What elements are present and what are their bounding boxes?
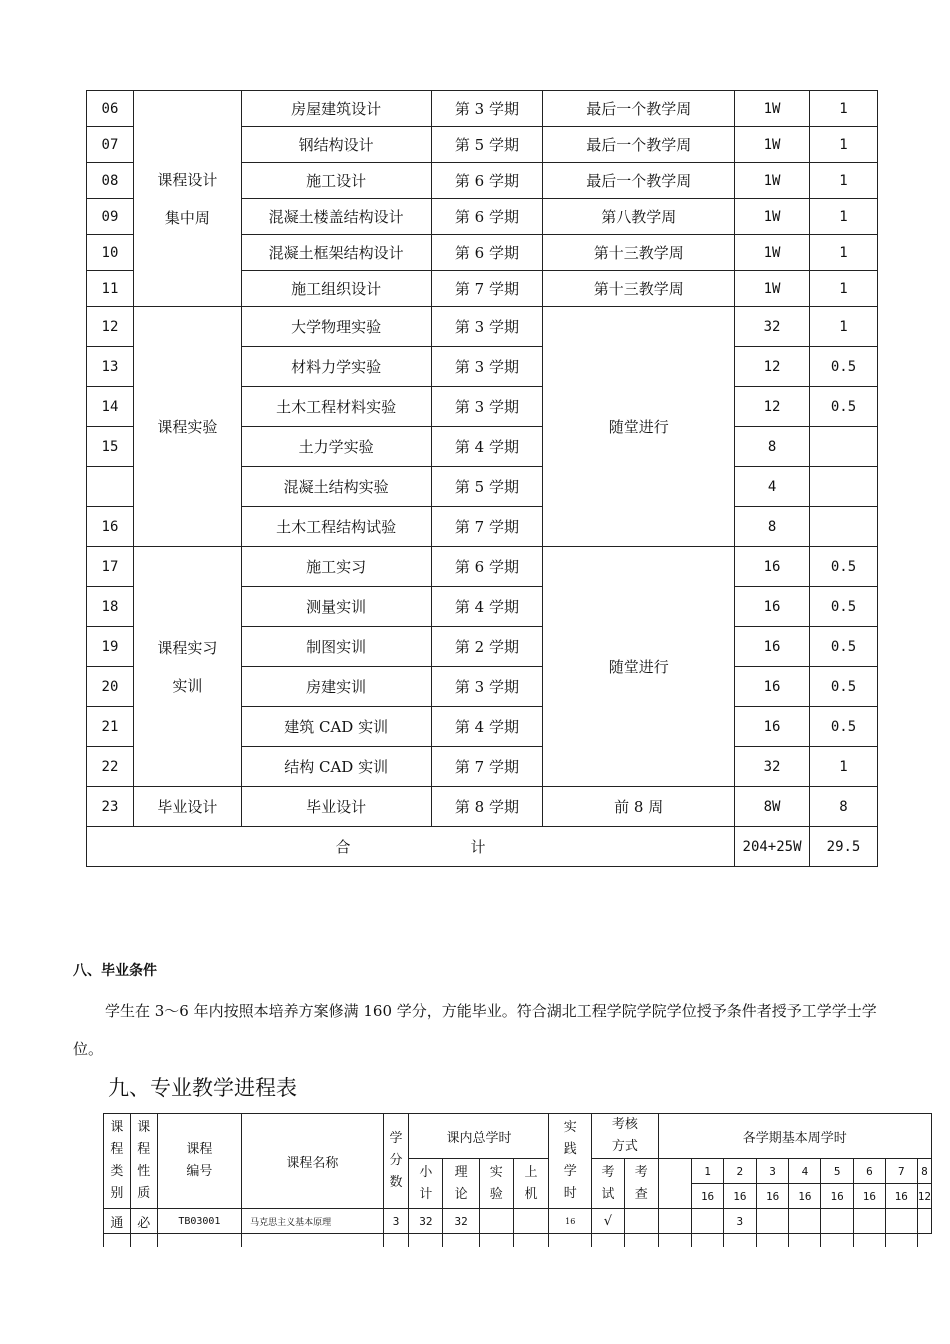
course-name: 施工组织设计 (241, 271, 431, 307)
empty-cell (756, 1234, 789, 1247)
course-name: 钢结构设计 (241, 127, 431, 163)
hours: 16 (735, 627, 810, 667)
empty-cell (592, 1234, 625, 1247)
credit: 1 (810, 307, 878, 347)
header-hours-sub (479, 1159, 513, 1209)
hours: 12 (735, 347, 810, 387)
hours: 16 (735, 587, 810, 627)
table-row (87, 307, 878, 347)
term: 第 3 学期 (431, 347, 543, 387)
header-course-type (104, 1114, 131, 1209)
row-number: 07 (87, 127, 134, 163)
table-row (87, 787, 878, 827)
hours: 16 (735, 707, 810, 747)
header-practice-text: 学 (563, 1164, 577, 1179)
header-credit (383, 1114, 409, 1209)
category-cell (133, 547, 241, 787)
empty-cell (157, 1234, 241, 1247)
credit (810, 507, 878, 547)
category-label: 集中周 (164, 208, 210, 227)
credit: 1 (810, 747, 878, 787)
hours: 32 (735, 747, 810, 787)
course-name: 建筑 CAD 实训 (241, 707, 431, 747)
header-practice (549, 1114, 592, 1209)
row-number (87, 467, 134, 507)
table-row-continuation (104, 1234, 932, 1247)
category-label: 课程设计 (157, 170, 218, 189)
section9-heading: 九、专业教学进程表 (108, 1076, 297, 1100)
credit: 0.5 (810, 707, 878, 747)
term: 第 2 学期 (431, 627, 543, 667)
credit: 1 (810, 199, 878, 235)
assess-check (624, 1209, 658, 1234)
course-name: 测量实训 (241, 587, 431, 627)
header-weeks: 16 (692, 1184, 724, 1209)
row-number: 13 (87, 347, 134, 387)
course-nature: 必 (130, 1209, 157, 1234)
header-course-nature-text: 程 (137, 1142, 151, 1157)
section8-paragraph: 学生在 3～6 年内按照本培养方案修满 160 学分，方能毕业。符合湖北工程学院学院学位授予条件者授予工学学士学位。 (73, 1002, 877, 1058)
credit: 1 (810, 271, 878, 307)
timing: 第八教学周 (543, 199, 735, 235)
term-hours (821, 1209, 854, 1234)
timing: 最后一个教学周 (543, 163, 735, 199)
table-row (87, 91, 878, 127)
term-hours (917, 1209, 931, 1234)
empty-cell (549, 1234, 592, 1247)
header-course-type-text: 别 (110, 1186, 124, 1201)
empty-cell (443, 1234, 480, 1247)
header-practice-text: 时 (563, 1186, 577, 1201)
empty-cell (789, 1234, 821, 1247)
assess-exam: √ (592, 1209, 625, 1234)
row-number: 17 (87, 547, 134, 587)
header-assess-sub-text: 考 (634, 1164, 648, 1180)
hours: 1W (735, 199, 810, 235)
hours: 12 (735, 387, 810, 427)
term: 第 7 学期 (431, 507, 543, 547)
category-cell (133, 91, 241, 307)
credit: 1 (810, 127, 878, 163)
credit: 8 (810, 787, 878, 827)
empty-cell (104, 1234, 131, 1247)
total-label: 合 计 (87, 827, 735, 867)
course-name: 土木工程结构试验 (241, 507, 431, 547)
practice-schedule-table (86, 90, 878, 867)
header-hours-sub-text: 计 (419, 1186, 433, 1202)
row-number: 08 (87, 163, 134, 199)
hours: 16 (735, 547, 810, 587)
credit: 1 (810, 91, 878, 127)
term-blank (658, 1209, 692, 1234)
hours: 1W (735, 163, 810, 199)
header-credit-text: 数 (389, 1175, 403, 1190)
hours: 8 (735, 507, 810, 547)
row-number: 21 (87, 707, 134, 747)
header-term: 1 (692, 1159, 724, 1184)
credit: 0.5 (810, 667, 878, 707)
credit: 0.5 (810, 347, 878, 387)
category-label: 课程实习 (157, 638, 218, 657)
teaching-plan-table (103, 1113, 932, 1247)
term: 第 6 学期 (431, 199, 543, 235)
header-hours-sub-text: 机 (524, 1186, 538, 1202)
header-term: 6 (854, 1159, 886, 1184)
row-number: 23 (87, 787, 134, 827)
hours: 4 (735, 467, 810, 507)
credit: 0.5 (810, 627, 878, 667)
category-cell (133, 787, 241, 827)
category-label: 实训 (172, 676, 203, 695)
hours: 16 (735, 667, 810, 707)
term-hours: 3 (723, 1209, 756, 1234)
header-weeks: 16 (854, 1184, 886, 1209)
term: 第 5 学期 (431, 127, 543, 163)
timing: 随堂进行 (543, 307, 735, 547)
header-weeks: 16 (756, 1184, 789, 1209)
row-number: 19 (87, 627, 134, 667)
header-course-code-text: 课程 (186, 1142, 213, 1157)
header-assess-group (592, 1114, 659, 1159)
header-hours-group: 课内总学时 (409, 1114, 549, 1159)
total-hours: 204+25W (735, 827, 810, 867)
term: 第 3 学期 (431, 307, 543, 347)
header-credit-text: 分 (389, 1153, 403, 1168)
timing: 第十三教学周 (543, 235, 735, 271)
row-number: 20 (87, 667, 134, 707)
hours-computer (513, 1209, 549, 1234)
header-hours-sub-text: 论 (454, 1186, 468, 1202)
header-practice-text: 践 (563, 1142, 577, 1157)
row-number: 16 (87, 507, 134, 547)
row-number: 11 (87, 271, 134, 307)
category-label: 课程实验 (157, 417, 218, 436)
row-number: 09 (87, 199, 134, 235)
credit: 1 (810, 163, 878, 199)
course-name: 混凝土框架结构设计 (241, 235, 431, 271)
header-course-name: 课程名称 (242, 1114, 383, 1209)
header-assess-sub (592, 1159, 625, 1209)
header-hours-sub (443, 1159, 480, 1209)
header-weeks: 16 (821, 1184, 854, 1209)
credit: 0.5 (810, 387, 878, 427)
course-name: 土木工程材料实验 (241, 387, 431, 427)
hours: 1W (735, 91, 810, 127)
term: 第 5 学期 (431, 467, 543, 507)
row-number: 15 (87, 427, 134, 467)
header-term: 2 (723, 1159, 756, 1184)
credit: 0.5 (810, 547, 878, 587)
header-weeks: 16 (885, 1184, 917, 1209)
timing: 前 8 周 (543, 787, 735, 827)
header-term: 5 (821, 1159, 854, 1184)
course-name: 混凝土结构实验 (241, 467, 431, 507)
row-number: 14 (87, 387, 134, 427)
term: 第 6 学期 (431, 163, 543, 199)
term: 第 4 学期 (431, 587, 543, 627)
credit (810, 427, 878, 467)
empty-cell (242, 1234, 383, 1247)
header-course-nature-text: 课 (137, 1120, 151, 1135)
timing: 最后一个教学周 (543, 91, 735, 127)
course-name: 马克思主义基本原理 (242, 1209, 383, 1234)
header-weeks: 16 (789, 1184, 821, 1209)
hours: 8W (735, 787, 810, 827)
category-cell (133, 307, 241, 547)
header-weeks: 16 (723, 1184, 756, 1209)
header-credit-text: 学 (389, 1131, 403, 1146)
timing: 第十三教学周 (543, 271, 735, 307)
credit: 1 (810, 235, 878, 271)
term: 第 8 学期 (431, 787, 543, 827)
empty-cell (383, 1234, 409, 1247)
term: 第 4 学期 (431, 707, 543, 747)
credit (810, 467, 878, 507)
header-hours-sub-text: 理 (454, 1164, 468, 1180)
course-name: 结构 CAD 实训 (241, 747, 431, 787)
header-assess-sub (624, 1159, 658, 1209)
term-hours (692, 1209, 724, 1234)
header-hours-sub (409, 1159, 443, 1209)
category-label: 毕业设计 (157, 797, 218, 816)
course-name: 土力学实验 (241, 427, 431, 467)
empty-cell (692, 1234, 724, 1247)
timing: 随堂进行 (543, 547, 735, 787)
term: 第 3 学期 (431, 667, 543, 707)
table-row (87, 547, 878, 587)
term-hours (854, 1209, 886, 1234)
credit: 0.5 (810, 587, 878, 627)
header-blank (658, 1159, 692, 1209)
header-weekly-group: 各学期基本周学时 (658, 1114, 931, 1159)
course-name: 材料力学实验 (241, 347, 431, 387)
header-hours-sub-text: 验 (489, 1186, 503, 1202)
row-number: 22 (87, 747, 134, 787)
header-hours-sub-text: 实 (489, 1164, 503, 1180)
row-number: 12 (87, 307, 134, 347)
header-weeks: 12 (917, 1184, 931, 1209)
hours-theory: 32 (443, 1209, 480, 1234)
empty-cell (821, 1234, 854, 1247)
header-course-nature-text: 质 (137, 1186, 151, 1201)
total-credit: 29.5 (810, 827, 878, 867)
header-assess-group-text: 考核 (611, 1117, 638, 1132)
term: 第 7 学期 (431, 747, 543, 787)
header-hours-sub-text: 上 (524, 1164, 538, 1180)
course-name: 制图实训 (241, 627, 431, 667)
course-name: 房建实训 (241, 667, 431, 707)
course-name: 大学物理实验 (241, 307, 431, 347)
header-assess-sub-text: 考 (601, 1164, 615, 1180)
term-hours (789, 1209, 821, 1234)
course-name: 施工实习 (241, 547, 431, 587)
header-course-type-text: 类 (110, 1164, 124, 1179)
course-type: 通 (104, 1209, 131, 1234)
course-name: 混凝土楼盖结构设计 (241, 199, 431, 235)
hours: 1W (735, 235, 810, 271)
header-term: 4 (789, 1159, 821, 1184)
header-assess-sub-text: 试 (601, 1186, 615, 1202)
term: 第 6 学期 (431, 235, 543, 271)
header-course-type-text: 程 (110, 1142, 124, 1157)
empty-cell (624, 1234, 658, 1247)
empty-cell (885, 1234, 917, 1247)
row-number: 18 (87, 587, 134, 627)
term: 第 3 学期 (431, 91, 543, 127)
term-hours (756, 1209, 789, 1234)
course-name: 施工设计 (241, 163, 431, 199)
header-row (104, 1114, 932, 1159)
header-assess-sub-text: 查 (634, 1186, 648, 1202)
header-course-code-text: 编号 (186, 1164, 213, 1179)
practice-hours: 16 (549, 1209, 592, 1234)
empty-cell (479, 1234, 513, 1247)
empty-cell (658, 1234, 692, 1247)
section8-heading: 八、毕业条件 (73, 963, 157, 979)
term: 第 7 学期 (431, 271, 543, 307)
hours: 1W (735, 271, 810, 307)
table-row (104, 1209, 932, 1234)
term: 第 3 学期 (431, 387, 543, 427)
header-term: 3 (756, 1159, 789, 1184)
header-term: 7 (885, 1159, 917, 1184)
term: 第 6 学期 (431, 547, 543, 587)
hours: 8 (735, 427, 810, 467)
hours-subtotal: 32 (409, 1209, 443, 1234)
total-row (87, 827, 878, 867)
empty-cell (513, 1234, 549, 1247)
empty-cell (854, 1234, 886, 1247)
term-hours (885, 1209, 917, 1234)
term: 第 4 学期 (431, 427, 543, 467)
hours: 32 (735, 307, 810, 347)
header-assess-group-text: 方式 (611, 1139, 638, 1154)
row-number: 06 (87, 91, 134, 127)
hours: 1W (735, 127, 810, 163)
course-name: 毕业设计 (241, 787, 431, 827)
header-course-nature-text: 性 (137, 1164, 151, 1179)
header-course-type-text: 课 (110, 1120, 124, 1135)
header-practice-text: 实 (563, 1120, 577, 1135)
hours-lab (479, 1209, 513, 1234)
header-hours-sub-text: 小 (419, 1164, 433, 1180)
empty-cell (409, 1234, 443, 1247)
course-name: 房屋建筑设计 (241, 91, 431, 127)
course-code: TB03001 (157, 1209, 241, 1234)
empty-cell (130, 1234, 157, 1247)
header-term: 8 (917, 1159, 931, 1184)
header-hours-sub (513, 1159, 549, 1209)
header-course-code (157, 1114, 241, 1209)
row-number: 10 (87, 235, 134, 271)
timing: 最后一个教学周 (543, 127, 735, 163)
course-credit: 3 (383, 1209, 409, 1234)
empty-cell (723, 1234, 756, 1247)
header-course-nature (130, 1114, 157, 1209)
